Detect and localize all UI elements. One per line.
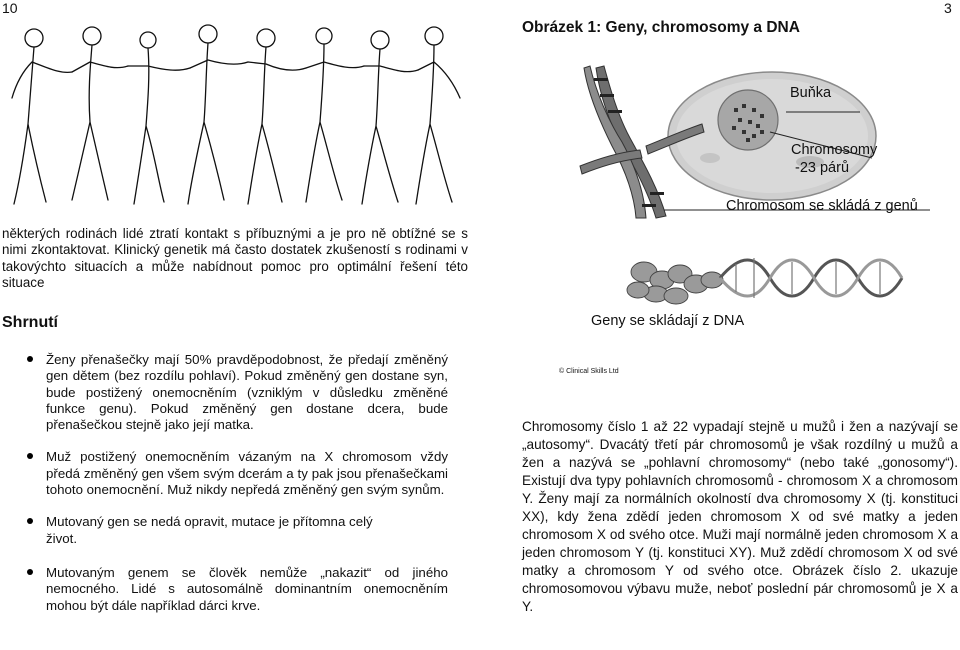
bullet-dot-icon <box>27 453 33 459</box>
dna-helix-icon <box>627 258 902 304</box>
summary-bullet-4: Mutovaným genem se člověk nemůže „nakazit“ od jiného nemocného. Lidé s autosomálně dominantním onemocněním mohou být dále například dárci krve. <box>24 565 448 614</box>
page-number-right: 3 <box>944 0 952 16</box>
intro-paragraph: některých rodinách lidé ztratí kontakt s příbuznými a je pro ně obtížné se s nimi zkontaktovat. Klinický genetik má často dostatek zkušeností s rodinami v takovýchto situacích a může nabídnout pomoc pro optimální řešení této situace <box>2 226 468 290</box>
label-genes-dna: Geny se skládají z DNA <box>591 313 745 329</box>
bullet-dot-icon <box>27 356 33 362</box>
label-chromosome-pairs: -23 párů <box>795 160 850 176</box>
page-number-left: 10 <box>2 0 18 16</box>
figure-copyright: © Clinical Skills Ltd <box>559 368 619 375</box>
cell-illustration-icon <box>668 72 876 200</box>
right-paragraph: Chromosomy číslo 1 až 22 vypadají stejně u mužů i žen a nazývají se „autosomy“. Dvacátý třetí pár chromosomů je však rozdílný u mužů a žen a nazývá se „pohlavní chromosomy“ (nebo také „gonosomy“). Existují dva typy pohlavních chromosomů - chromosom X a chromosom Y. Ženy mají za normálních okolností dva chromosomy X (tj. konstituci XX), kdy žena zdědí jeden chromosom X od své matky a jeden chromosom X od svého otce. Muži mají normálně jeden chromosom X a jeden chromosom Y (tj. konstituci XY). Muž zdědí chromosom X od své matky a chromosom Y od svého otce. Obrázek číslo 2. ukazuje chromosomovou výbavu muže, neboť poslední pár chromosomů je X a Y. <box>522 419 958 614</box>
summary-bullet-1: Ženy přenašečky mají 50% pravděpodobnost, že předají změněný gen dětem (bez rozdílu pohlaví). Pokud změněný gen dostane syn, bude postižený onemocněním (vzniklým v důsledku změněné funkce genu). Pokud změněný gen dostane dcera, bude přenašečkou stejně jako její matka. <box>24 352 448 433</box>
label-chromosome-genes: Chromosom se skládá z genů <box>726 198 918 214</box>
summary-bullet-3: Mutovaný gen se nedá opravit, mutace je přítomna celý život. <box>24 514 448 547</box>
summary-list <box>24 352 448 614</box>
bullet-dot-icon <box>27 518 33 524</box>
dancing-people-sketch-icon <box>8 14 468 212</box>
bullet-dot-icon <box>27 569 33 575</box>
summary-bullet-2: Muž postižený onemocněním vázaným na X chromosom vždy předá změněný gen všem svým dcerám a ty pak jsou přenašečkami tohoto onemocnění. Muž nikdy nepředá změněný gen svým synům. <box>24 449 448 498</box>
figure-title: Obrázek 1: Geny, chromosomy a DNA <box>522 19 800 36</box>
label-cell: Buňka <box>790 85 832 101</box>
label-chromosomes: Chromosomy <box>791 142 878 158</box>
summary-heading: Shrnutí <box>2 314 58 331</box>
